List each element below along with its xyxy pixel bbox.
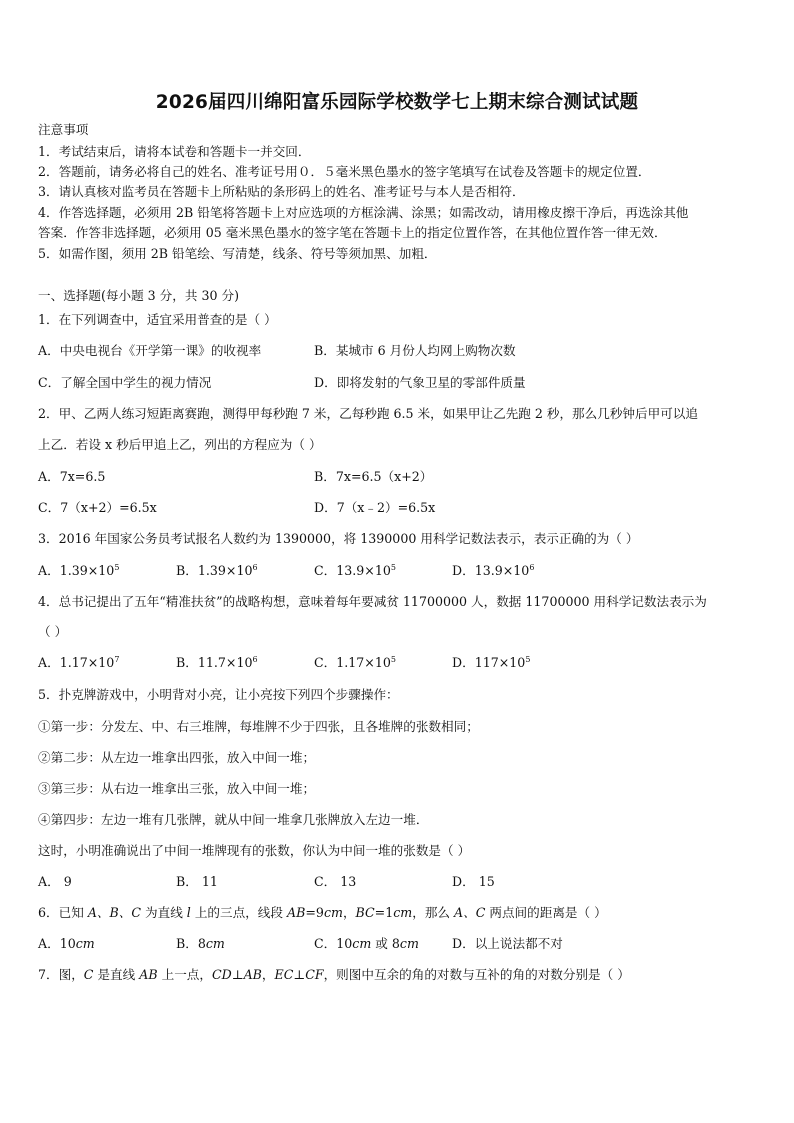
question-4-option-a: A．$1.17\times 10^7$ — [38, 655, 120, 670]
notice-item-3: 3．请认真核对监考员在答题卡上所粘贴的条形码上的姓名、准考证号与本人是否相符． — [38, 184, 525, 199]
question-4-option-d: D．$117\times 10^5$ — [452, 655, 531, 670]
question-5-option-c: C． 13 — [314, 874, 357, 889]
question-3-option-a: A．$1.39\times 10^5$ — [38, 563, 120, 578]
question-4-option-b: B．$11.7\times 10^6$ — [176, 655, 258, 670]
question-1-option-d: D．即将发射的气象卫星的零部件质量 — [314, 375, 526, 390]
question-4-option-c: C．$1.17\times 10^5$ — [314, 655, 396, 670]
question-1-option-b: B．某城市 6 月份人均网上购物次数 — [314, 343, 516, 358]
question-7-stem: 7．图，C 是直线 AB 上一点，CD⊥AB，EC⊥CF，则图中互余的角的对数与互补的角的对数分别是（ ） — [38, 967, 630, 982]
question-5-step-4: ④第四步：左边一堆有几张牌，就从中间一堆拿几张牌放入左边一堆． — [38, 812, 429, 827]
question-1-option-c: C．了解全国中学生的视力情况 — [38, 375, 212, 390]
question-3-stem: 3．2016 年国家公务员考试报名人数约为 1390000，将 1390000 用科学记数法表示，表示正确的为（ ） — [38, 531, 639, 546]
question-4-stem-cont: （ ） — [38, 624, 68, 639]
question-3-option-c: C．$13.9\times 10^5$ — [314, 563, 396, 578]
question-5-ask: 这时，小明准确说出了中间一堆牌现有的张数，你认为中间一堆的张数是（ ） — [38, 843, 471, 858]
notice-item-2: 2．答题前，请务必将自己的姓名、准考证号用０．５毫米黑色墨水的签字笔填写在试卷及答题卡的规定位置． — [38, 164, 651, 179]
question-6-option-d: D．以上说法都不对 — [452, 936, 563, 951]
question-5-step-2: ②第二步：从左边一堆拿出四张，放入中间一堆； — [38, 750, 316, 765]
question-6-option-c: C．10cm 或 8cm — [314, 936, 419, 951]
question-3-option-b: B．$1.39\times 10^6$ — [176, 563, 258, 578]
question-5-stem: 5．扑克牌游戏中，小明背对小亮，让小亮按下列四个步骤操作： — [38, 687, 399, 702]
question-6-option-b: B．8cm — [176, 936, 225, 951]
question-5-step-3: ③第三步：从右边一堆拿出三张，放入中间一堆； — [38, 781, 316, 796]
notice-item-1: 1．考试结束后，请将本试卷和答题卡一并交回． — [38, 144, 311, 159]
question-6-option-a: A．10cm — [38, 936, 95, 951]
question-3-option-d: D．$13.9\times 10^6$ — [452, 563, 535, 578]
notice-item-5: 5．如需作图，须用 2B 铅笔绘、写清楚，线条、符号等须加黑、加粗． — [38, 246, 437, 261]
question-1-stem: 1．在下列调查中，适宜采用普查的是（ ） — [38, 312, 277, 327]
question-2-option-c: C．7（x+2）=6.5x — [38, 500, 157, 515]
question-2-stem: 2．甲、乙两人练习短距离赛跑，测得甲每秒跑 7 米，乙每秒跑 6.5 米，如果甲让乙先跑 2 秒，那么几秒钟后甲可以追 — [38, 406, 698, 421]
question-5-option-a: A． 9 — [38, 874, 72, 889]
section-heading: 一、选择题(每小题 3 分，共 30 分) — [38, 288, 240, 303]
question-2-option-b: B．7x=6.5（x+2） — [314, 469, 433, 484]
question-2-option-a: A．7x=6.5 — [38, 469, 106, 484]
question-4-stem: 4．总书记提出了五年“精准扶贫”的战略构想，意味着每年要减贫 11700000 人，数据 11700000 用科学记数法表示为 — [38, 594, 707, 609]
notice-heading: 注意事项 — [38, 122, 89, 137]
question-2-option-d: D．7（x﹣2）=6.5x — [314, 500, 436, 515]
question-5-step-1: ①第一步：分发左、中、右三堆牌，每堆牌不少于四张，且各堆牌的张数相同； — [38, 719, 479, 734]
question-2-stem-cont: 上乙．若设 x 秒后甲追上乙，列出的方程应为（ ） — [38, 437, 322, 452]
notice-item-4-cont: 答案．作答非选择题，必须用 05 毫米黑色墨水的签字笔在答题卡上的指定位置作答，在其他位置作答一律无效． — [38, 225, 667, 240]
exam-title: 2026届四川绵阳富乐园际学校数学七上期末综合测试试题 — [155, 92, 639, 113]
question-5-option-d: D． 15 — [452, 874, 495, 889]
question-5-option-b: B． 11 — [176, 874, 218, 889]
question-6-stem: 6．已知 A、B、C 为直线 l 上的三点，线段 AB=9cm，BC=1cm，那么 A、C 两点间的距离是（ ） — [38, 905, 607, 920]
question-1-option-a: A．中央电视台《开学第一课》的收视率 — [38, 343, 262, 358]
notice-item-4: 4．作答选择题，必须用 2B 铅笔将答题卡上对应选项的方框涂满、涂黑；如需改动，请用橡皮擦干净后，再选涂其他 — [38, 205, 689, 220]
